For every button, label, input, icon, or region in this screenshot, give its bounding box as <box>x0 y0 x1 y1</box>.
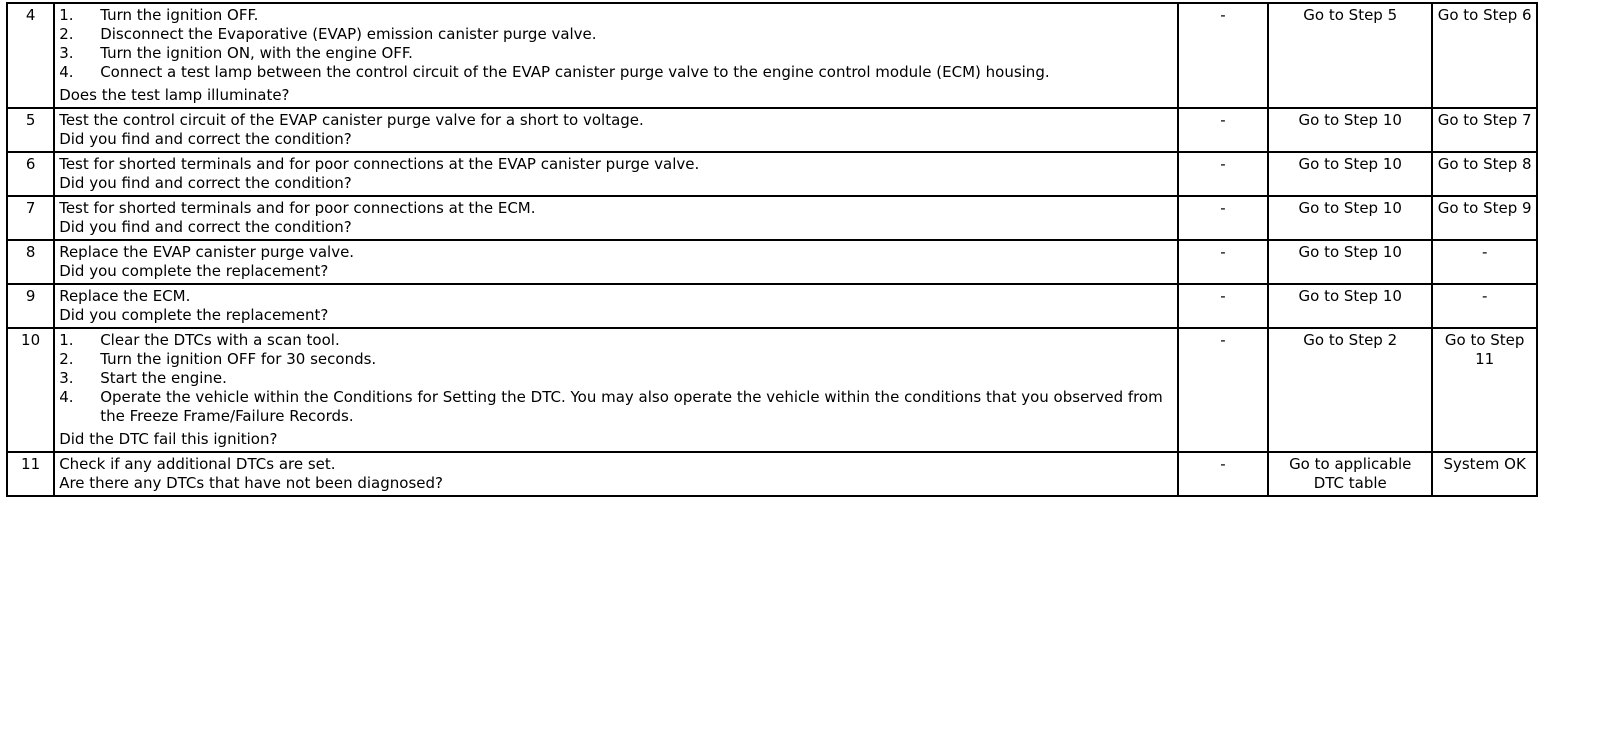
question-text: Did you find and correct the condition? <box>59 130 352 148</box>
action-text: Test for shorted terminals and for poor connections at the EVAP canister purge valve. <box>59 155 700 173</box>
instruction-text: Operate the vehicle within the Conditions for Setting the DTC. You may also operate the vehicle within the conditions that you observed from the Freeze Frame/Failure Records. <box>100 388 1163 425</box>
instruction-number: 3. <box>59 44 74 62</box>
value-cell: - <box>1178 152 1268 196</box>
no-cell: System OK <box>1432 452 1537 496</box>
instruction-list <box>59 331 1173 426</box>
table-row <box>7 3 1537 108</box>
value-cell: - <box>1178 3 1268 108</box>
no-cell: Go to Step 9 <box>1432 196 1537 240</box>
instruction-number: 1. <box>59 331 74 349</box>
question-text: Did you find and correct the condition? <box>59 218 352 236</box>
instruction-text: Disconnect the Evaporative (EVAP) emission canister purge valve. <box>100 25 597 43</box>
value-cell: - <box>1178 328 1268 452</box>
action-text: Test for shorted terminals and for poor connections at the ECM. <box>59 199 536 217</box>
no-cell: - <box>1432 240 1537 284</box>
table-row <box>7 196 1537 240</box>
no-cell: Go to Step 11 <box>1432 328 1537 452</box>
action-cell <box>54 452 1178 496</box>
action-cell <box>54 196 1178 240</box>
question-text: Are there any DTCs that have not been diagnosed? <box>59 474 443 492</box>
yes-cell: Go to applicable DTC table <box>1268 452 1432 496</box>
instruction-number: 1. <box>59 6 74 24</box>
action-text: Replace the EVAP canister purge valve. <box>59 243 355 261</box>
instruction-item <box>59 369 1173 388</box>
diagnostic-table <box>6 2 1538 497</box>
yes-cell: Go to Step 10 <box>1268 108 1432 152</box>
instruction-text: Turn the ignition OFF for 30 seconds. <box>100 350 377 368</box>
instruction-number: 4. <box>59 63 74 81</box>
action-text: Test the control circuit of the EVAP canister purge valve for a short to voltage. <box>59 111 644 129</box>
no-cell: Go to Step 6 <box>1432 3 1537 108</box>
question-text: Did you complete the replacement? <box>59 262 329 280</box>
action-cell <box>54 3 1178 108</box>
value-cell: - <box>1178 108 1268 152</box>
instruction-text: Turn the ignition OFF. <box>100 6 259 24</box>
action-text: Replace the ECM. <box>59 287 191 305</box>
table-row <box>7 152 1537 196</box>
value-cell: - <box>1178 240 1268 284</box>
instruction-number: 2. <box>59 350 74 368</box>
question-text: Did the DTC fail this ignition? <box>59 430 278 448</box>
step-number: 4 <box>7 3 54 108</box>
table-row <box>7 452 1537 496</box>
instruction-item <box>59 388 1173 426</box>
instruction-text: Connect a test lamp between the control circuit of the EVAP canister purge valve to the engine control module (ECM) housing. <box>100 63 1050 81</box>
yes-cell: Go to Step 10 <box>1268 240 1432 284</box>
instruction-item <box>59 6 1173 25</box>
step-number: 7 <box>7 196 54 240</box>
no-cell: - <box>1432 284 1537 328</box>
action-cell <box>54 328 1178 452</box>
question-text: Did you find and correct the condition? <box>59 174 352 192</box>
table-row <box>7 240 1537 284</box>
step-number: 10 <box>7 328 54 452</box>
no-cell: Go to Step 7 <box>1432 108 1537 152</box>
no-cell: Go to Step 8 <box>1432 152 1537 196</box>
instruction-number: 2. <box>59 25 74 43</box>
instruction-item <box>59 350 1173 369</box>
value-cell: - <box>1178 196 1268 240</box>
action-cell <box>54 152 1178 196</box>
instruction-number: 4. <box>59 388 74 406</box>
step-number: 5 <box>7 108 54 152</box>
step-number: 8 <box>7 240 54 284</box>
action-cell <box>54 240 1178 284</box>
yes-cell: Go to Step 10 <box>1268 196 1432 240</box>
yes-cell: Go to Step 10 <box>1268 284 1432 328</box>
action-cell <box>54 284 1178 328</box>
yes-cell: Go to Step 2 <box>1268 328 1432 452</box>
instruction-text: Clear the DTCs with a scan tool. <box>100 331 340 349</box>
instruction-text: Start the engine. <box>100 369 227 387</box>
table-row <box>7 108 1537 152</box>
action-cell <box>54 108 1178 152</box>
instruction-list <box>59 6 1173 82</box>
question-text: Did you complete the replacement? <box>59 306 329 324</box>
question-text: Does the test lamp illuminate? <box>59 86 290 104</box>
instruction-item <box>59 25 1173 44</box>
instruction-item <box>59 44 1173 63</box>
instruction-text: Turn the ignition ON, with the engine OFF. <box>100 44 413 62</box>
instruction-item <box>59 63 1173 82</box>
value-cell: - <box>1178 452 1268 496</box>
table-row <box>7 328 1537 452</box>
action-text: Check if any additional DTCs are set. <box>59 455 336 473</box>
step-number: 9 <box>7 284 54 328</box>
value-cell: - <box>1178 284 1268 328</box>
instruction-item <box>59 331 1173 350</box>
yes-cell: Go to Step 5 <box>1268 3 1432 108</box>
yes-cell: Go to Step 10 <box>1268 152 1432 196</box>
step-number: 11 <box>7 452 54 496</box>
step-number: 6 <box>7 152 54 196</box>
instruction-number: 3. <box>59 369 74 387</box>
table-row <box>7 284 1537 328</box>
